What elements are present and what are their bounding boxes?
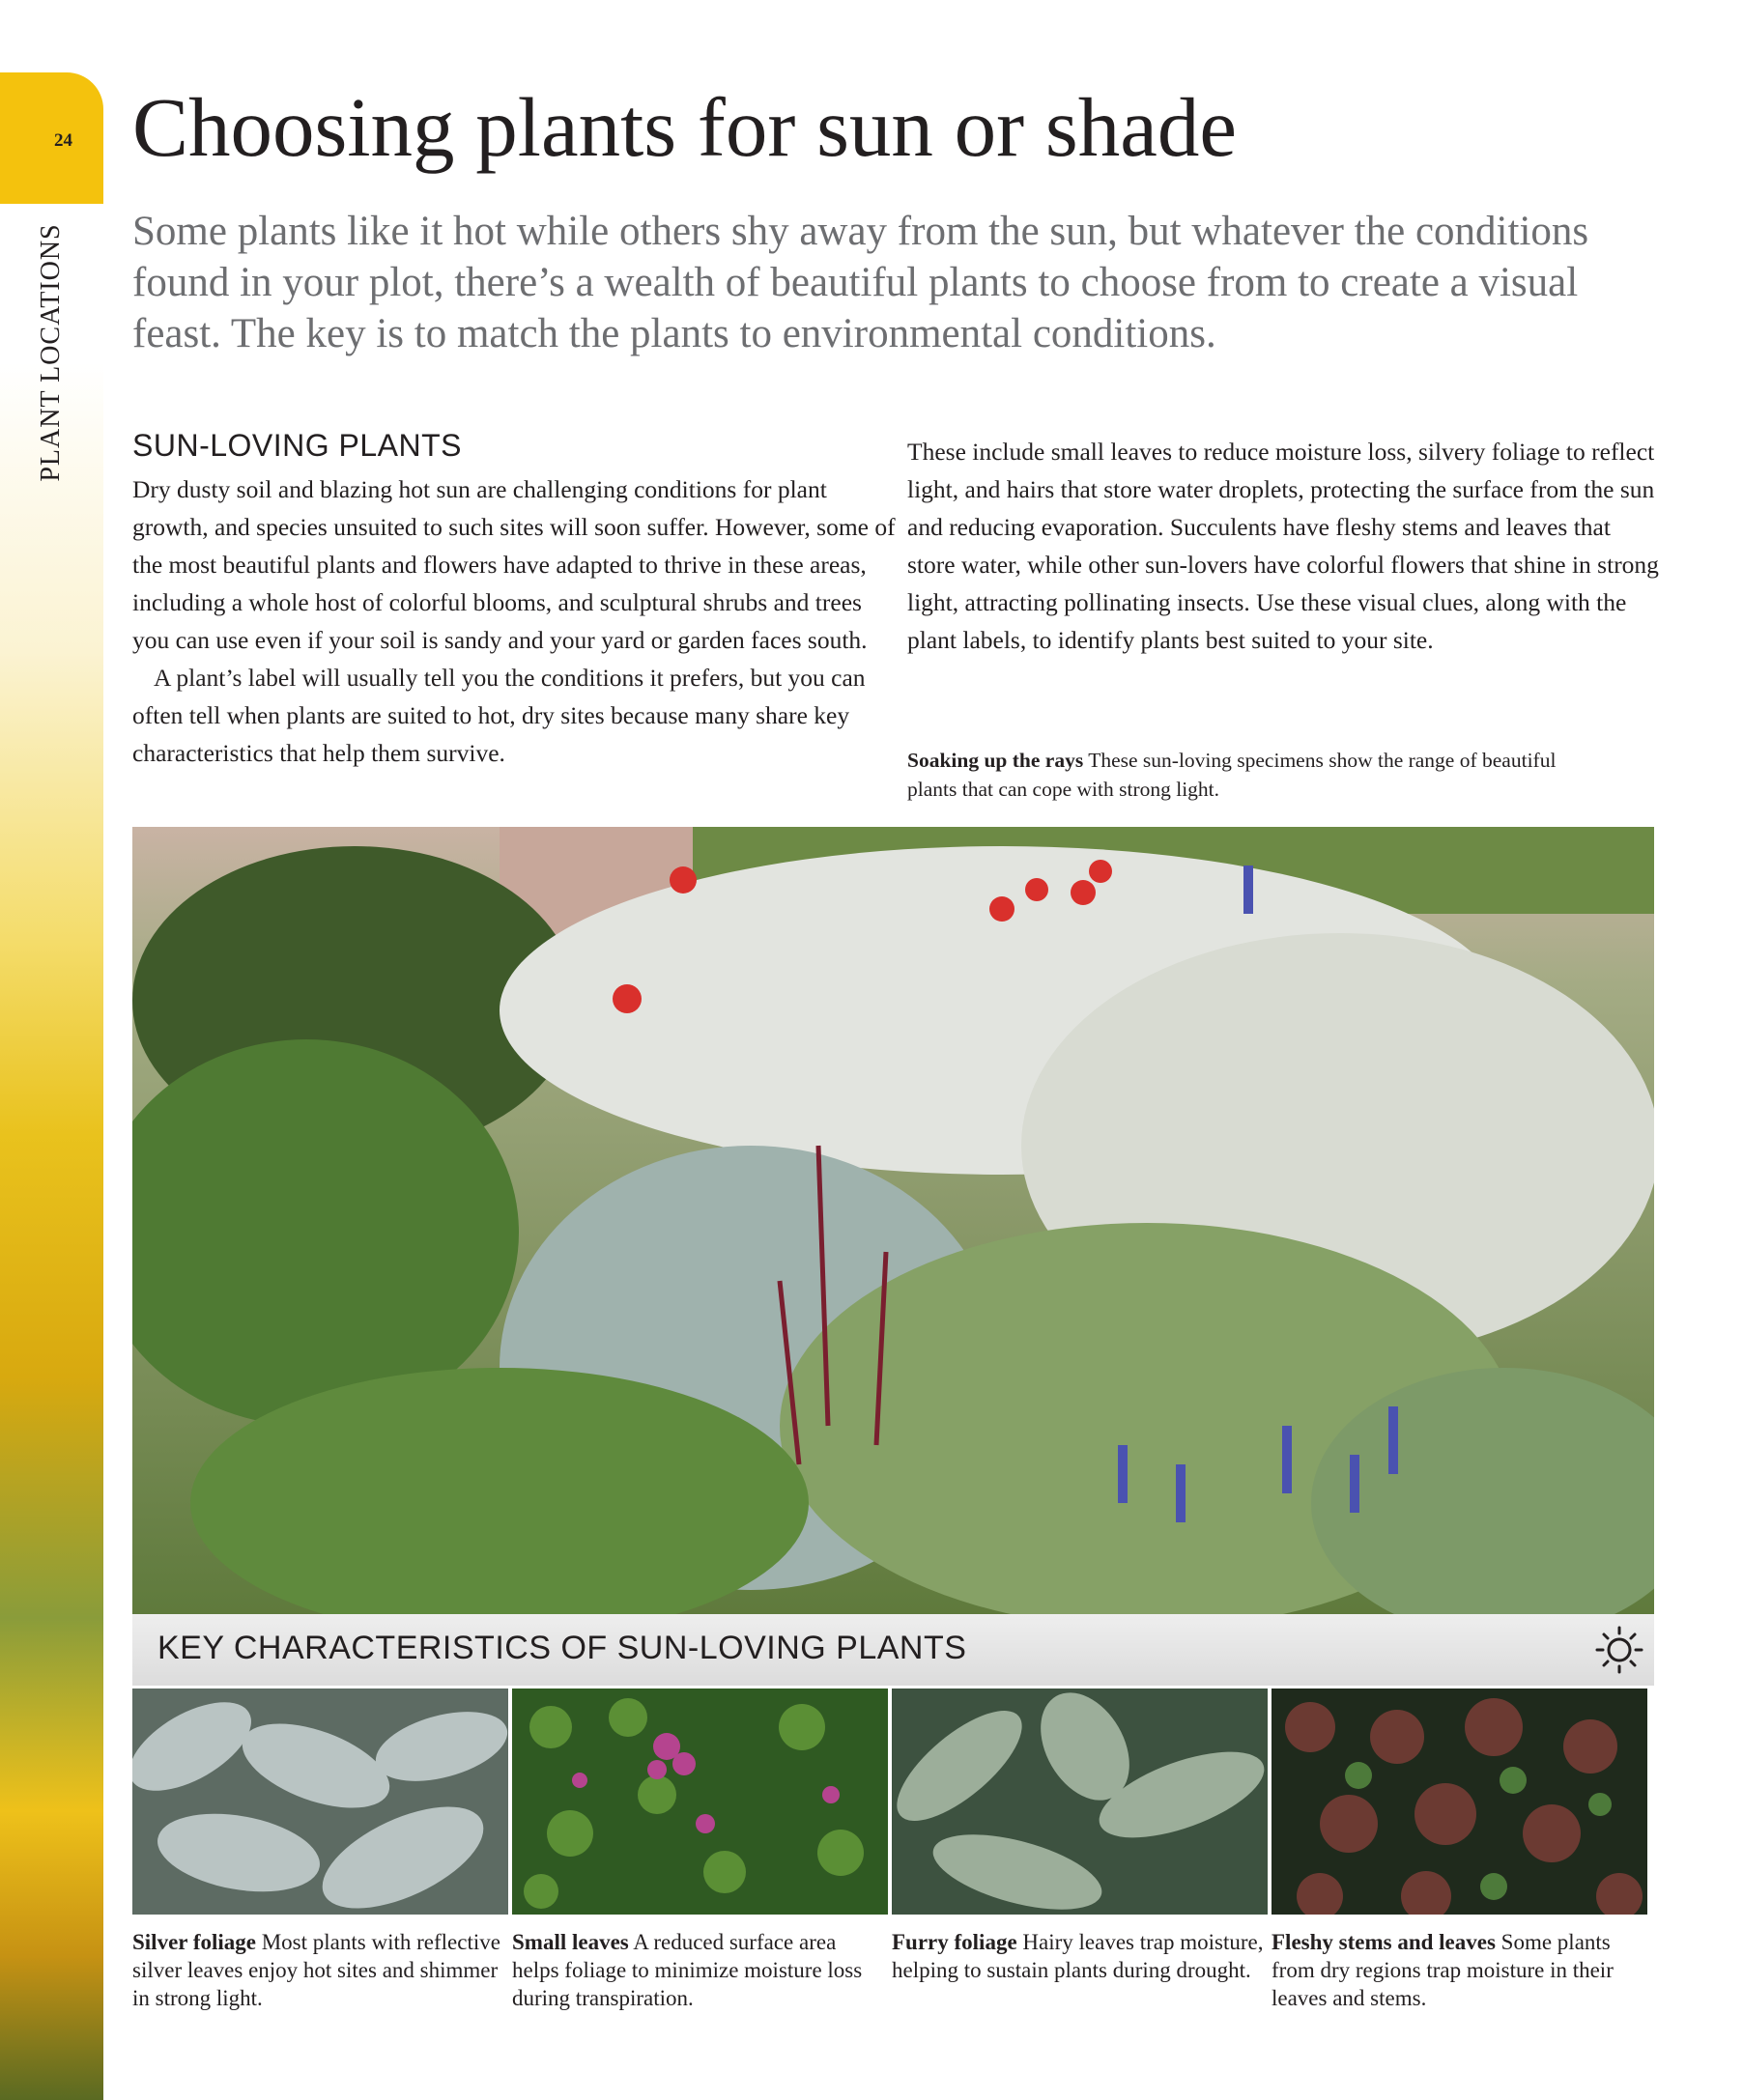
caption-title: Fleshy stems and leaves (1272, 1930, 1496, 1954)
caption-title: Furry foliage (892, 1930, 1017, 1954)
thumbnail-furry-foliage (892, 1689, 1268, 1915)
section-heading: SUN-LOVING PLANTS (132, 428, 463, 463)
thumbnail-fleshy-stems (1272, 1689, 1647, 1915)
caption-title: Soaking up the rays (907, 749, 1084, 772)
intro-paragraph: Some plants like it hot while others shy away from the sun, but whatever the conditions found in your plot, there’s a wealth of beautiful plants to choose from to create a visual feast. The key is to match the plants to environmental conditions. (132, 209, 1589, 356)
caption-small-leaves (512, 1928, 884, 2012)
caption-title: Small leaves (512, 1930, 629, 1954)
section-label: PLANT LOCATIONS (36, 223, 66, 482)
caption-title: Silver foliage (132, 1930, 256, 1954)
body-paragraph: Dry dusty soil and blazing hot sun are challenging conditions for plant growth, and species unsuited to such sites will soon suffer. However, some of the most beautiful plants and flowers have adapted to thrive in these areas, including a whole host of colorful blooms, and sculptural shrubs and trees you can use even if your soil is sandy and your yard or garden faces south. (132, 475, 896, 654)
caption-text: Hairy leaves trap moisture, helping to sustain plants during drought. (892, 1930, 1264, 1982)
caption-silver-foliage (132, 1928, 504, 2012)
caption-furry-foliage (892, 1928, 1264, 1984)
sun-icon (1594, 1625, 1644, 1675)
page-number-tab (0, 72, 103, 204)
thumbnail-small-leaves (512, 1689, 888, 1915)
page-number: 24 (54, 130, 72, 151)
key-characteristics-bar (132, 1614, 1654, 1686)
caption-fleshy-stems (1272, 1928, 1643, 2012)
body-paragraph: A plant’s label will usually tell you the conditions it prefers, but you can often tell when plants are suited to hot, dry sites because many share key characteristics that help them survive. (132, 664, 866, 767)
body-paragraph: These include small leaves to reduce moisture loss, silvery foliage to reflect light, and hairs that store water droplets, protecting the surface from the sun and reducing evaporation. Succulents have fleshy stems and leaves that store water, while other sun-lovers have colorful flowers that shine in strong light, attracting pollinating insects. Use these visual clues, along with the plant labels, to identify plants best suited to your site. (907, 438, 1659, 654)
body-column-right (907, 433, 1661, 659)
key-characteristics-title: KEY CHARACTERISTICS OF SUN-LOVING PLANTS (157, 1630, 967, 1666)
main-photo-caption (907, 746, 1584, 804)
caption-text: These sun-loving specimens show the range of beautiful plants that can cope with strong light. (907, 749, 1557, 801)
page-title: Choosing plants for sun or shade (132, 80, 1237, 174)
body-column-left (132, 470, 896, 772)
caption-text: A reduced surface area helps foliage to minimize moisture loss during transpiration. (512, 1930, 863, 2010)
garden-photo (132, 827, 1654, 1614)
caption-text: Some plants from dry regions trap moisture in their leaves and stems. (1272, 1930, 1614, 2010)
thumbnail-silver-foliage (132, 1689, 508, 1915)
caption-text: Most plants with reflective silver leaves enjoy hot sites and shimmer in strong light. (132, 1930, 500, 2010)
